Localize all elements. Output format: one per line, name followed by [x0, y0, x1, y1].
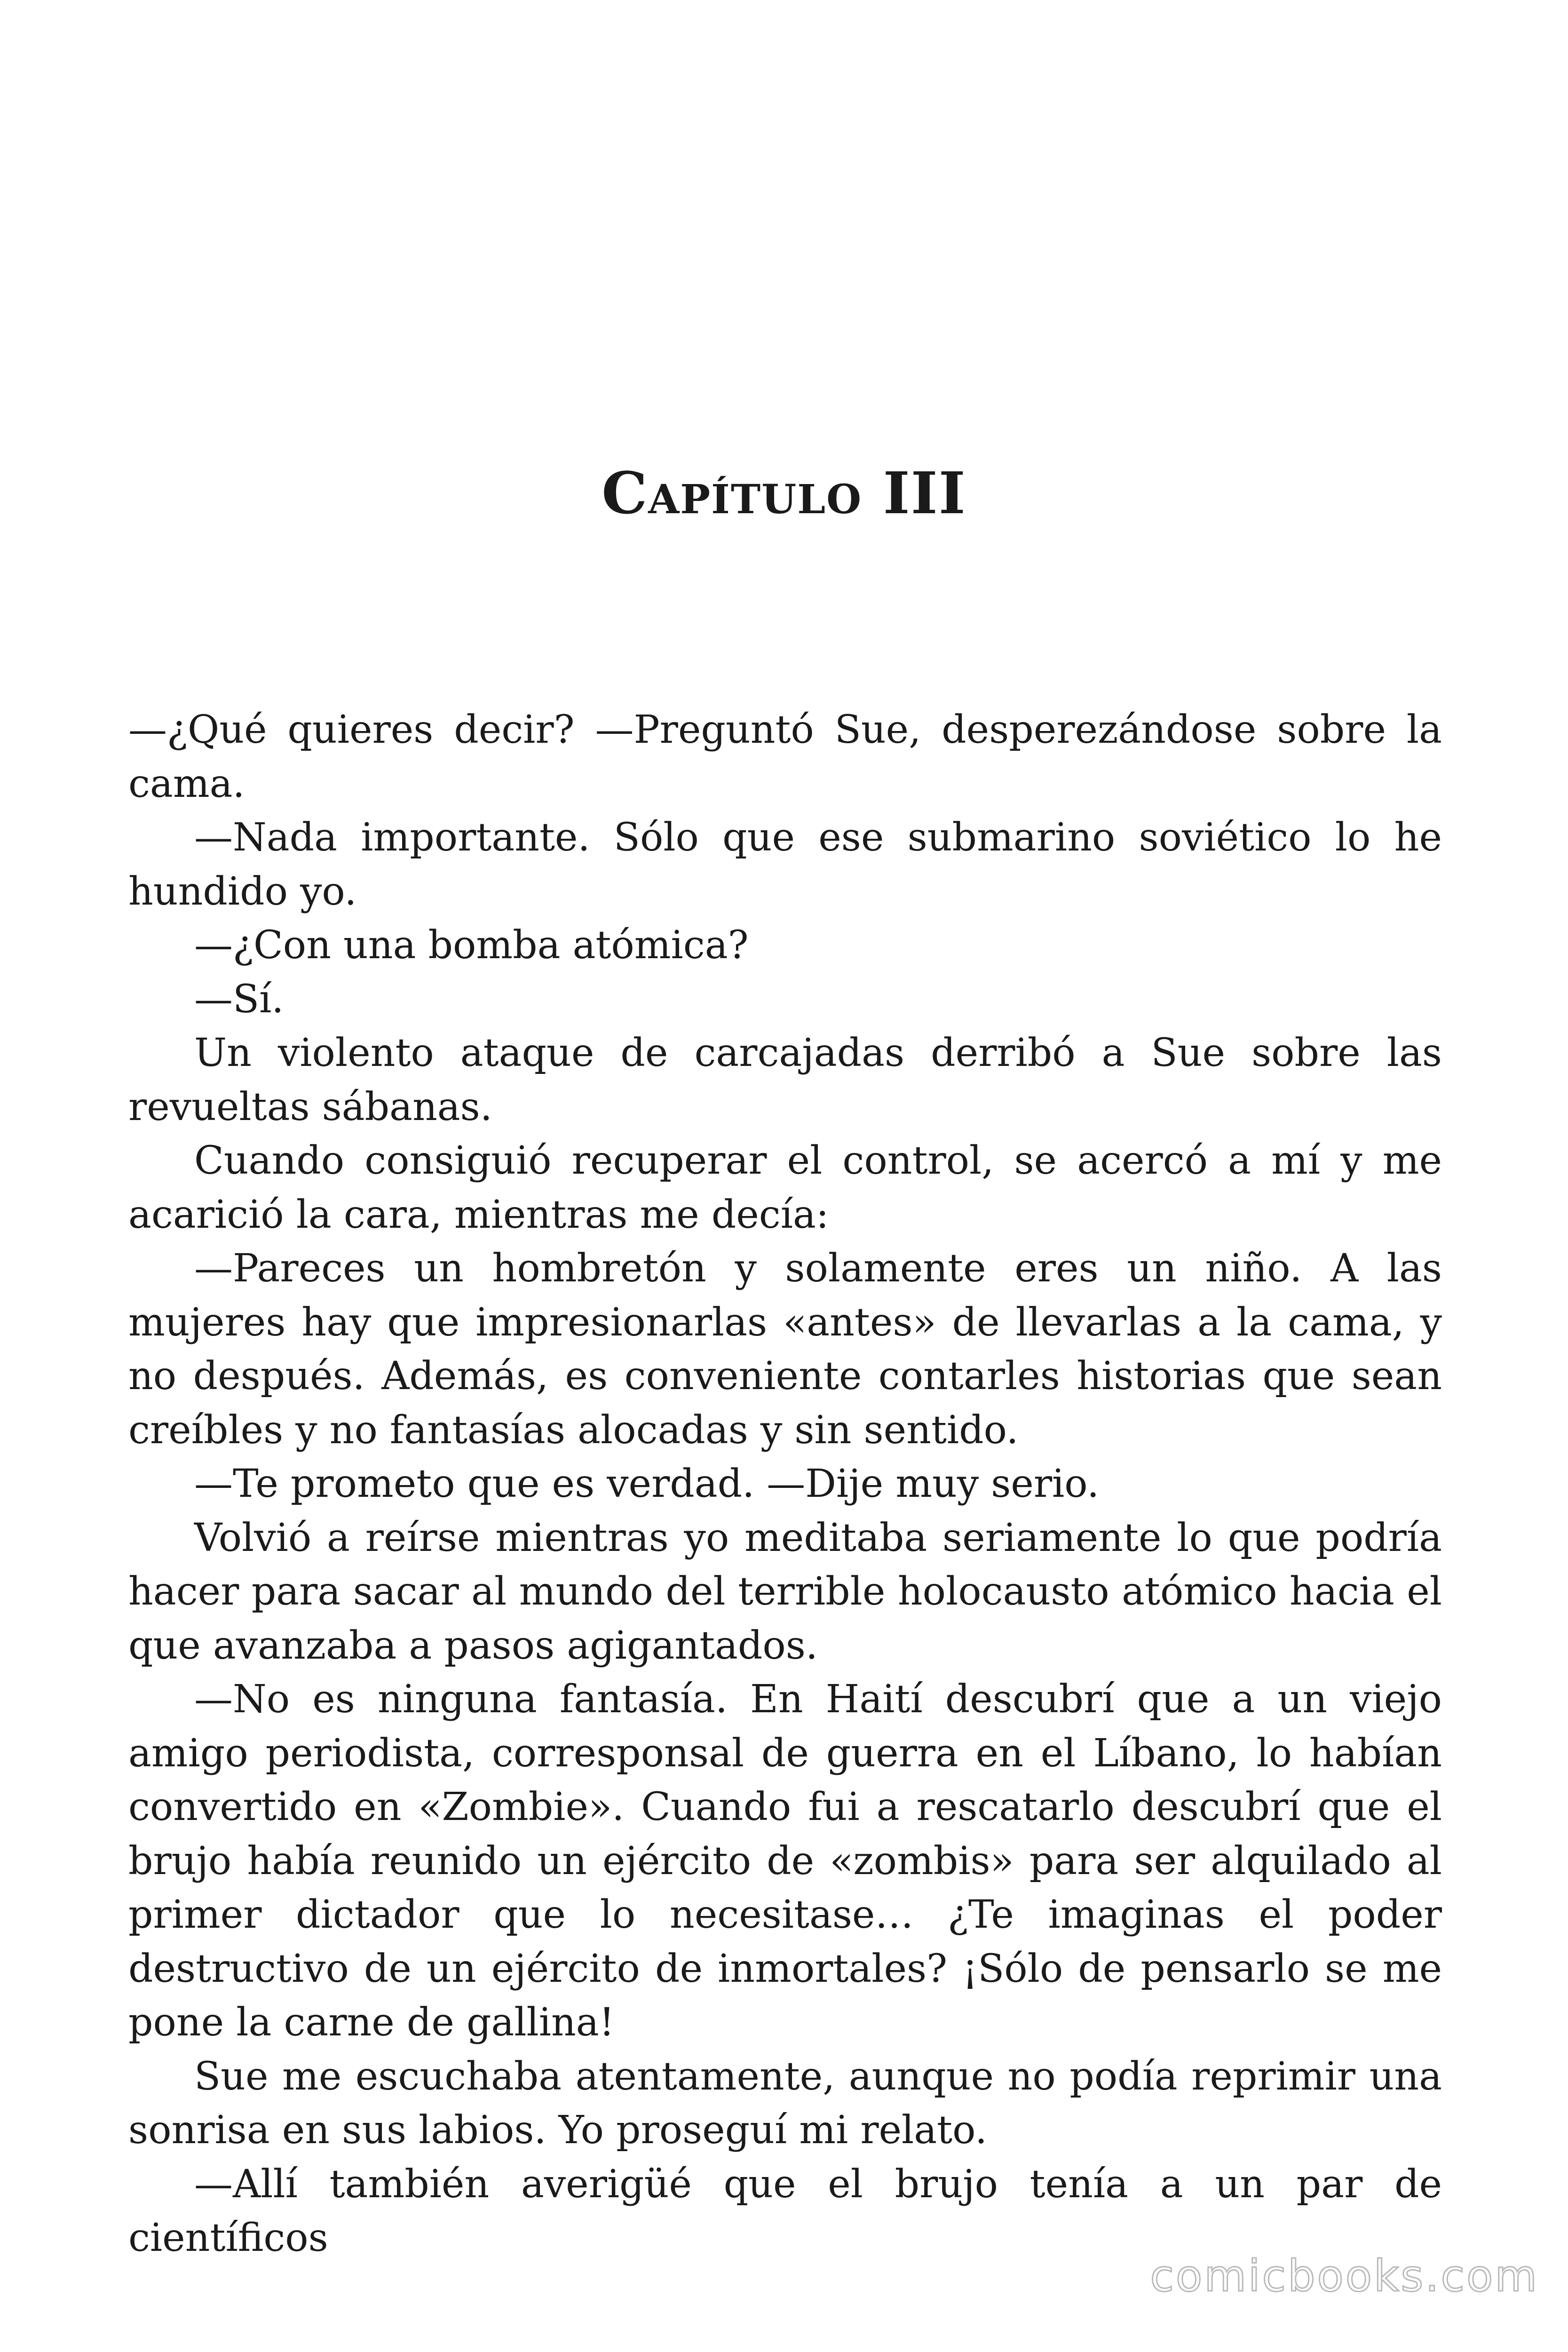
site-watermark: comicbooks.com	[1150, 2251, 1539, 2301]
paragraph: —¿Qué quieres decir? —Preguntó Sue, desperezándose sobre la cama.	[128, 707, 1442, 806]
paragraph: Volvió a reírse mientras yo meditaba seriamente lo que podría hacer para sacar al mundo del terrible holocausto atómico hacia el que avanzaba a pasos agigantados.	[128, 1515, 1442, 1668]
chapter-title: Capítulo III	[602, 459, 966, 527]
paragraph: —Sí.	[194, 977, 284, 1022]
paragraph: —Pareces un hombretón y solamente eres un niño. A las mujeres hay que impresionarlas «antes» de llevarlas a la cama, y no después. Además, es conveniente contarles historias que sean creíbles y no fantasías alocadas y sin sentido.	[128, 1246, 1442, 1453]
paragraph: Sue me escuchaba atentamente, aunque no podía reprimir una sonrisa en sus labios. Yo proseguí mi relato.	[128, 2054, 1442, 2153]
paragraph: —No es ninguna fantasía. En Haití descubrí que a un viejo amigo periodista, corresponsal de guerra en el Líbano, lo habían convertido en «Zombie». Cuando fui a rescatarlo descubrí que el brujo había reunido un ejército de «zombis» para ser alquilado al primer dictador que lo necesitase… ¿Te imaginas el poder destructivo de un ejército de inmortales? ¡Sólo de pensarlo se me pone la carne de gallina!	[128, 1677, 1442, 2045]
paragraph: —¿Con una bomba atómica?	[194, 923, 749, 968]
paragraph: Un violento ataque de carcajadas derribó a Sue sobre las revueltas sábanas.	[128, 1031, 1442, 1129]
paragraph: Cuando consiguió recuperar el control, se acercó a mí y me acarició la cara, mientras me decía:	[128, 1138, 1442, 1237]
paragraph: —Allí también averigüé que el brujo tenía a un par de científicos	[128, 2161, 1442, 2260]
paragraph: —Te prometo que es verdad. —Dije muy serio.	[194, 1462, 1100, 1506]
chapter-body	[128, 703, 1442, 2265]
paragraph: —Nada importante. Sólo que ese submarino soviético lo he hundido yo.	[128, 815, 1442, 914]
